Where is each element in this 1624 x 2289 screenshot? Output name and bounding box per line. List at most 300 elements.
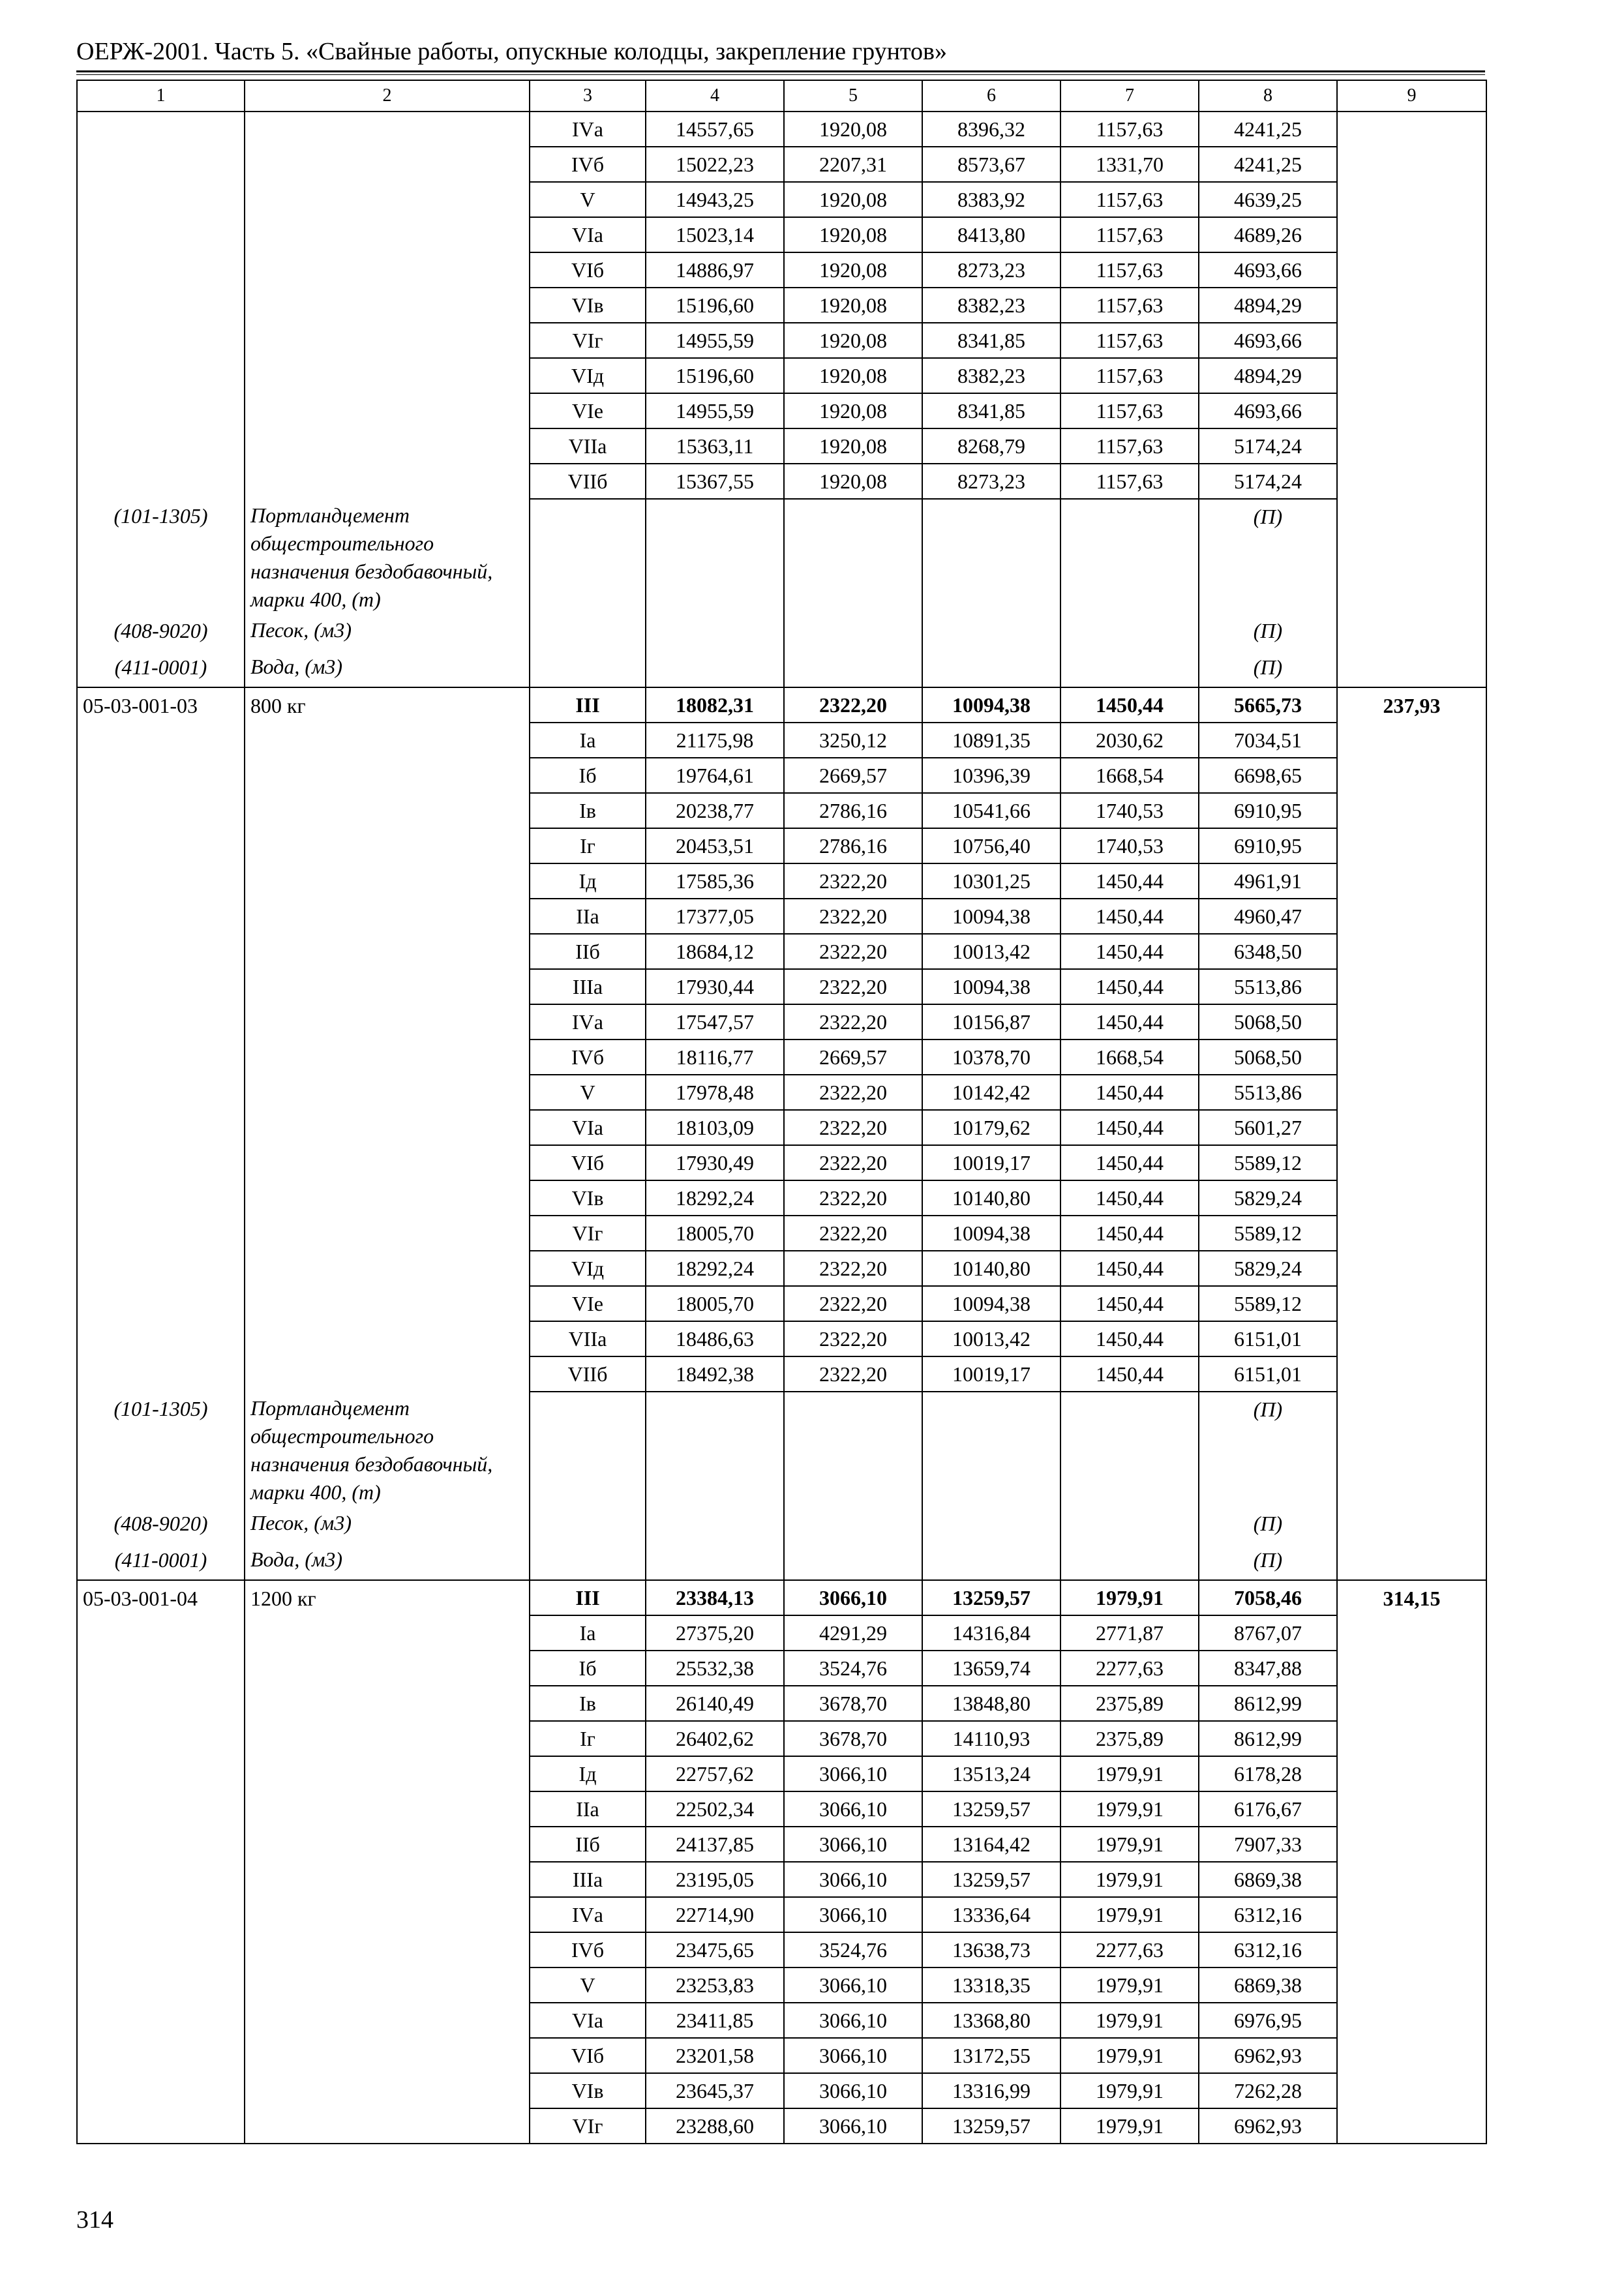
price-value: 22502,34 bbox=[646, 1791, 784, 1827]
material-row bbox=[77, 1392, 1486, 1506]
price-value: 10301,25 bbox=[922, 863, 1060, 899]
price-value: 18684,12 bbox=[646, 934, 784, 969]
price-value: 1450,44 bbox=[1060, 1251, 1199, 1286]
table-row bbox=[77, 2003, 1486, 2038]
table-row bbox=[77, 1967, 1486, 2003]
rate-description bbox=[245, 1216, 530, 1251]
price-value: 15367,55 bbox=[646, 464, 784, 499]
rate-description bbox=[245, 1897, 530, 1932]
price-value: 4961,91 bbox=[1199, 863, 1337, 899]
price-value: 14955,59 bbox=[646, 323, 784, 358]
rate-code bbox=[77, 1686, 245, 1721]
table-row bbox=[77, 464, 1486, 499]
zone-group: VIб bbox=[530, 2038, 646, 2073]
rate-code bbox=[77, 793, 245, 828]
price-value: 18492,38 bbox=[646, 1356, 784, 1392]
mass-value bbox=[1337, 2038, 1486, 2073]
price-value: 10094,38 bbox=[922, 899, 1060, 934]
price-value: 1157,63 bbox=[1060, 393, 1199, 428]
rate-code bbox=[77, 1897, 245, 1932]
empty-cell bbox=[1337, 650, 1486, 687]
mass-value bbox=[1337, 1110, 1486, 1145]
rate-description bbox=[245, 1827, 530, 1862]
mass-value bbox=[1337, 934, 1486, 969]
mass-value bbox=[1337, 1286, 1486, 1321]
rate-description bbox=[245, 969, 530, 1004]
zone-group: IVа bbox=[530, 112, 646, 147]
rate-code bbox=[77, 217, 245, 252]
mass-value bbox=[1337, 1321, 1486, 1356]
material-mark: (П) bbox=[1199, 499, 1337, 614]
price-value: 1979,91 bbox=[1060, 1791, 1199, 1827]
mass-value bbox=[1337, 1897, 1486, 1932]
price-value: 1979,91 bbox=[1060, 2073, 1199, 2108]
table-row bbox=[77, 2108, 1486, 2144]
table-row bbox=[77, 969, 1486, 1004]
material-code: (411-0001) bbox=[77, 650, 245, 687]
price-value: 10094,38 bbox=[922, 969, 1060, 1004]
rate-description bbox=[245, 288, 530, 323]
price-value: 1157,63 bbox=[1060, 252, 1199, 288]
rate-description bbox=[245, 1075, 530, 1110]
price-value: 18292,24 bbox=[646, 1180, 784, 1216]
zone-group: IVа bbox=[530, 1897, 646, 1932]
mass-value bbox=[1337, 969, 1486, 1004]
rate-description bbox=[245, 793, 530, 828]
mass-value bbox=[1337, 2003, 1486, 2038]
price-value: 10019,17 bbox=[922, 1145, 1060, 1180]
price-value: 4693,66 bbox=[1199, 323, 1337, 358]
rate-description bbox=[245, 934, 530, 969]
price-value: 1450,44 bbox=[1060, 1216, 1199, 1251]
mass-value bbox=[1337, 252, 1486, 288]
rate-code bbox=[77, 1321, 245, 1356]
zone-group: VIг bbox=[530, 323, 646, 358]
mass-value bbox=[1337, 1932, 1486, 1967]
empty-cell bbox=[784, 650, 922, 687]
price-value: 1979,91 bbox=[1060, 1862, 1199, 1897]
price-value: 1920,08 bbox=[784, 428, 922, 464]
price-value: 1157,63 bbox=[1060, 182, 1199, 217]
price-value: 23201,58 bbox=[646, 2038, 784, 2073]
mass-value bbox=[1337, 1356, 1486, 1392]
material-name: Вода, (м3) bbox=[245, 1543, 530, 1580]
price-value: 1979,91 bbox=[1060, 2108, 1199, 2144]
price-value: 3066,10 bbox=[784, 2003, 922, 2038]
rate-code bbox=[77, 252, 245, 288]
rate-description bbox=[245, 1321, 530, 1356]
price-value: 2277,63 bbox=[1060, 1932, 1199, 1967]
price-value: 4639,25 bbox=[1199, 182, 1337, 217]
price-value: 6869,38 bbox=[1199, 1967, 1337, 2003]
table-row bbox=[77, 288, 1486, 323]
price-value: 8413,80 bbox=[922, 217, 1060, 252]
price-value: 1920,08 bbox=[784, 323, 922, 358]
rate-code bbox=[77, 934, 245, 969]
material-name: Портландцемент общестроительного назначения бездобавочный, марки 400, (т) bbox=[245, 1392, 530, 1506]
zone-group: VIб bbox=[530, 252, 646, 288]
price-value: 4241,25 bbox=[1199, 147, 1337, 182]
empty-cell bbox=[922, 499, 1060, 614]
rate-code bbox=[77, 2073, 245, 2108]
price-value: 1979,91 bbox=[1060, 1756, 1199, 1791]
zone-group: VIIа bbox=[530, 428, 646, 464]
zone-group: Iа bbox=[530, 1615, 646, 1651]
price-value: 4894,29 bbox=[1199, 288, 1337, 323]
rate-code bbox=[77, 1286, 245, 1321]
material-code: (411-0001) bbox=[77, 1543, 245, 1580]
zone-group: VIг bbox=[530, 2108, 646, 2144]
rate-description bbox=[245, 323, 530, 358]
rate-description bbox=[245, 828, 530, 863]
mass-value bbox=[1337, 723, 1486, 758]
rate-code bbox=[77, 1791, 245, 1827]
price-value: 1450,44 bbox=[1060, 1075, 1199, 1110]
price-value: 13164,42 bbox=[922, 1827, 1060, 1862]
price-value: 3066,10 bbox=[784, 1897, 922, 1932]
material-code: (101-1305) bbox=[77, 499, 245, 614]
mass-value bbox=[1337, 863, 1486, 899]
price-value: 1450,44 bbox=[1060, 934, 1199, 969]
zone-group: IIа bbox=[530, 1791, 646, 1827]
price-value: 6178,28 bbox=[1199, 1756, 1337, 1791]
rate-code bbox=[77, 2108, 245, 2144]
price-value: 2322,20 bbox=[784, 1004, 922, 1040]
table-row bbox=[77, 1651, 1486, 1686]
price-value: 26402,62 bbox=[646, 1721, 784, 1756]
table-row bbox=[77, 1075, 1486, 1110]
price-value: 6962,93 bbox=[1199, 2038, 1337, 2073]
zone-group: IVб bbox=[530, 1040, 646, 1075]
rate-code bbox=[77, 1721, 245, 1756]
rate-description bbox=[245, 1356, 530, 1392]
header-rule-thin bbox=[76, 74, 1485, 75]
material-row bbox=[77, 499, 1486, 614]
rate-description bbox=[245, 2003, 530, 2038]
price-value: 5589,12 bbox=[1199, 1286, 1337, 1321]
price-value: 2322,20 bbox=[784, 1145, 922, 1180]
price-value: 10891,35 bbox=[922, 723, 1060, 758]
rate-description bbox=[245, 182, 530, 217]
zone-group: Iг bbox=[530, 828, 646, 863]
price-value: 5589,12 bbox=[1199, 1145, 1337, 1180]
price-value: 13172,55 bbox=[922, 2038, 1060, 2073]
rate-description bbox=[245, 1967, 530, 2003]
price-value: 1450,44 bbox=[1060, 969, 1199, 1004]
table-row bbox=[77, 1145, 1486, 1180]
price-value: 1979,91 bbox=[1060, 1827, 1199, 1862]
price-value: 2322,20 bbox=[784, 687, 922, 723]
col-number: 1 bbox=[77, 80, 245, 112]
material-code: (101-1305) bbox=[77, 1392, 245, 1506]
empty-cell bbox=[922, 650, 1060, 687]
zone-group: V bbox=[530, 1075, 646, 1110]
price-value: 23411,85 bbox=[646, 2003, 784, 2038]
rate-code bbox=[77, 112, 245, 147]
price-value: 6910,95 bbox=[1199, 828, 1337, 863]
rate-description bbox=[245, 1180, 530, 1216]
price-value: 5829,24 bbox=[1199, 1251, 1337, 1286]
zone-group: Iв bbox=[530, 793, 646, 828]
price-value: 2322,20 bbox=[784, 969, 922, 1004]
price-value: 1450,44 bbox=[1060, 863, 1199, 899]
mass-value bbox=[1337, 147, 1486, 182]
price-value: 14316,84 bbox=[922, 1615, 1060, 1651]
price-value: 2322,20 bbox=[784, 899, 922, 934]
price-value: 6910,95 bbox=[1199, 793, 1337, 828]
rate-code bbox=[77, 428, 245, 464]
price-value: 1157,63 bbox=[1060, 217, 1199, 252]
rate-description bbox=[245, 428, 530, 464]
price-value: 1920,08 bbox=[784, 182, 922, 217]
material-row bbox=[77, 1506, 1486, 1543]
table-row bbox=[77, 793, 1486, 828]
price-value: 1450,44 bbox=[1060, 1180, 1199, 1216]
column-number-row bbox=[77, 80, 1486, 112]
price-value: 10140,80 bbox=[922, 1180, 1060, 1216]
table-row bbox=[77, 899, 1486, 934]
material-code: (408-9020) bbox=[77, 1506, 245, 1543]
price-value: 3066,10 bbox=[784, 2073, 922, 2108]
price-value: 10156,87 bbox=[922, 1004, 1060, 1040]
price-value: 23475,65 bbox=[646, 1932, 784, 1967]
price-value: 17585,36 bbox=[646, 863, 784, 899]
material-mark: (П) bbox=[1199, 1506, 1337, 1543]
mass-value bbox=[1337, 1040, 1486, 1075]
price-value: 23195,05 bbox=[646, 1862, 784, 1897]
zone-group: VIIа bbox=[530, 1321, 646, 1356]
price-value: 13259,57 bbox=[922, 2108, 1060, 2144]
price-value: 15196,60 bbox=[646, 358, 784, 393]
rate-description bbox=[245, 723, 530, 758]
price-value: 10396,39 bbox=[922, 758, 1060, 793]
table-row bbox=[77, 1180, 1486, 1216]
price-value: 1450,44 bbox=[1060, 1004, 1199, 1040]
price-value: 13259,57 bbox=[922, 1791, 1060, 1827]
price-value: 2669,57 bbox=[784, 1040, 922, 1075]
table-row bbox=[77, 1862, 1486, 1897]
price-value: 7262,28 bbox=[1199, 2073, 1337, 2108]
empty-cell bbox=[1060, 1392, 1199, 1506]
rate-description bbox=[245, 1040, 530, 1075]
empty-cell bbox=[1337, 1506, 1486, 1543]
rate-description bbox=[245, 393, 530, 428]
zone-group: VIв bbox=[530, 2073, 646, 2108]
empty-cell bbox=[530, 499, 646, 614]
material-row bbox=[77, 650, 1486, 687]
price-value: 1740,53 bbox=[1060, 828, 1199, 863]
header-rule bbox=[76, 70, 1485, 72]
price-value: 13259,57 bbox=[922, 1862, 1060, 1897]
price-value: 8273,23 bbox=[922, 464, 1060, 499]
price-value: 13318,35 bbox=[922, 1967, 1060, 2003]
price-value: 5174,24 bbox=[1199, 428, 1337, 464]
price-value: 1920,08 bbox=[784, 393, 922, 428]
material-row bbox=[77, 1543, 1486, 1580]
table-row bbox=[77, 1286, 1486, 1321]
table-row bbox=[77, 1251, 1486, 1286]
zone-group: IIб bbox=[530, 1827, 646, 1862]
rate-description bbox=[245, 1110, 530, 1145]
price-value: 7058,46 bbox=[1199, 1580, 1337, 1615]
table-row bbox=[77, 217, 1486, 252]
table-row bbox=[77, 1686, 1486, 1721]
rate-code bbox=[77, 1756, 245, 1791]
empty-cell bbox=[784, 499, 922, 614]
rate-code bbox=[77, 1145, 245, 1180]
rate-description bbox=[245, 1756, 530, 1791]
price-value: 17978,48 bbox=[646, 1075, 784, 1110]
mass-value bbox=[1337, 2073, 1486, 2108]
price-value: 3066,10 bbox=[784, 1756, 922, 1791]
price-value: 8612,99 bbox=[1199, 1686, 1337, 1721]
rate-code bbox=[77, 1967, 245, 2003]
rate-code bbox=[77, 828, 245, 863]
price-value: 6176,67 bbox=[1199, 1791, 1337, 1827]
zone-group: V bbox=[530, 1967, 646, 2003]
price-value: 19764,61 bbox=[646, 758, 784, 793]
price-value: 1920,08 bbox=[784, 358, 922, 393]
empty-cell bbox=[1060, 499, 1199, 614]
table-row bbox=[77, 758, 1486, 793]
table-row bbox=[77, 687, 1486, 723]
price-value: 15022,23 bbox=[646, 147, 784, 182]
rate-code bbox=[77, 1615, 245, 1651]
price-value: 20453,51 bbox=[646, 828, 784, 863]
price-value: 3066,10 bbox=[784, 2038, 922, 2073]
mass-value bbox=[1337, 1075, 1486, 1110]
table-row bbox=[77, 2038, 1486, 2073]
table-row bbox=[77, 1356, 1486, 1392]
mass-value bbox=[1337, 828, 1486, 863]
price-value: 5665,73 bbox=[1199, 687, 1337, 723]
empty-cell bbox=[530, 1392, 646, 1506]
price-value: 10378,70 bbox=[922, 1040, 1060, 1075]
zone-group: VIе bbox=[530, 393, 646, 428]
table-row bbox=[77, 1756, 1486, 1791]
rate-code: 05-03-001-03 bbox=[77, 687, 245, 723]
price-value: 10140,80 bbox=[922, 1251, 1060, 1286]
table-row bbox=[77, 2073, 1486, 2108]
price-value: 1979,91 bbox=[1060, 1580, 1199, 1615]
price-value: 18005,70 bbox=[646, 1216, 784, 1251]
empty-cell bbox=[1060, 1543, 1199, 1580]
table-row bbox=[77, 1897, 1486, 1932]
empty-cell bbox=[646, 614, 784, 650]
zone-group: V bbox=[530, 182, 646, 217]
table-row bbox=[77, 1827, 1486, 1862]
price-value: 1740,53 bbox=[1060, 793, 1199, 828]
empty-cell bbox=[646, 650, 784, 687]
empty-cell bbox=[530, 650, 646, 687]
price-value: 4241,25 bbox=[1199, 112, 1337, 147]
price-value: 14557,65 bbox=[646, 112, 784, 147]
price-value: 10019,17 bbox=[922, 1356, 1060, 1392]
price-value: 6151,01 bbox=[1199, 1321, 1337, 1356]
price-value: 26140,49 bbox=[646, 1686, 784, 1721]
price-value: 2322,20 bbox=[784, 1075, 922, 1110]
empty-cell bbox=[530, 614, 646, 650]
price-value: 18103,09 bbox=[646, 1110, 784, 1145]
price-value: 22714,90 bbox=[646, 1897, 784, 1932]
material-name: Песок, (м3) bbox=[245, 614, 530, 650]
rate-code bbox=[77, 2003, 245, 2038]
price-value: 13848,80 bbox=[922, 1686, 1060, 1721]
rate-description bbox=[245, 1862, 530, 1897]
price-value: 1331,70 bbox=[1060, 147, 1199, 182]
table-row bbox=[77, 1110, 1486, 1145]
price-value: 2771,87 bbox=[1060, 1615, 1199, 1651]
table-row bbox=[77, 1040, 1486, 1075]
rate-code bbox=[77, 1075, 245, 1110]
zone-group: Iв bbox=[530, 1686, 646, 1721]
price-value: 20238,77 bbox=[646, 793, 784, 828]
price-value: 1979,91 bbox=[1060, 2038, 1199, 2073]
col-number: 3 bbox=[530, 80, 646, 112]
price-value: 18116,77 bbox=[646, 1040, 784, 1075]
price-value: 17930,49 bbox=[646, 1145, 784, 1180]
rate-code bbox=[77, 393, 245, 428]
zone-group: VIIб bbox=[530, 464, 646, 499]
price-value: 2207,31 bbox=[784, 147, 922, 182]
price-value: 18005,70 bbox=[646, 1286, 784, 1321]
table-row bbox=[77, 112, 1486, 147]
price-value: 13316,99 bbox=[922, 2073, 1060, 2108]
rate-code bbox=[77, 863, 245, 899]
price-value: 2322,20 bbox=[784, 1286, 922, 1321]
rate-code bbox=[77, 1251, 245, 1286]
empty-cell bbox=[784, 614, 922, 650]
price-value: 8396,32 bbox=[922, 112, 1060, 147]
rate-description bbox=[245, 1791, 530, 1827]
price-value: 13659,74 bbox=[922, 1651, 1060, 1686]
price-value: 7907,33 bbox=[1199, 1827, 1337, 1862]
table-row bbox=[77, 147, 1486, 182]
price-value: 18486,63 bbox=[646, 1321, 784, 1356]
price-value: 2322,20 bbox=[784, 934, 922, 969]
mass-value bbox=[1337, 1145, 1486, 1180]
table-row bbox=[77, 393, 1486, 428]
price-value: 6698,65 bbox=[1199, 758, 1337, 793]
mass-value bbox=[1337, 1756, 1486, 1791]
mass-value bbox=[1337, 428, 1486, 464]
price-value: 25532,38 bbox=[646, 1651, 784, 1686]
price-value: 13368,80 bbox=[922, 2003, 1060, 2038]
price-value: 10013,42 bbox=[922, 1321, 1060, 1356]
table-body bbox=[77, 80, 1486, 2144]
price-value: 5601,27 bbox=[1199, 1110, 1337, 1145]
rate-description: 1200 кг bbox=[245, 1580, 530, 1615]
price-value: 2322,20 bbox=[784, 1110, 922, 1145]
table-row bbox=[77, 828, 1486, 863]
price-value: 4291,29 bbox=[784, 1615, 922, 1651]
empty-cell bbox=[646, 1543, 784, 1580]
price-value: 8573,67 bbox=[922, 147, 1060, 182]
page-number: 314 bbox=[76, 2206, 113, 2234]
price-value: 6312,16 bbox=[1199, 1932, 1337, 1967]
price-value: 1450,44 bbox=[1060, 1286, 1199, 1321]
mass-value bbox=[1337, 2108, 1486, 2144]
table-row bbox=[77, 1216, 1486, 1251]
table-row bbox=[77, 323, 1486, 358]
table-row bbox=[77, 1791, 1486, 1827]
rate-code bbox=[77, 182, 245, 217]
price-value: 1920,08 bbox=[784, 217, 922, 252]
empty-cell bbox=[922, 1392, 1060, 1506]
col-number: 2 bbox=[245, 80, 530, 112]
price-value: 2375,89 bbox=[1060, 1721, 1199, 1756]
price-value: 1157,63 bbox=[1060, 112, 1199, 147]
